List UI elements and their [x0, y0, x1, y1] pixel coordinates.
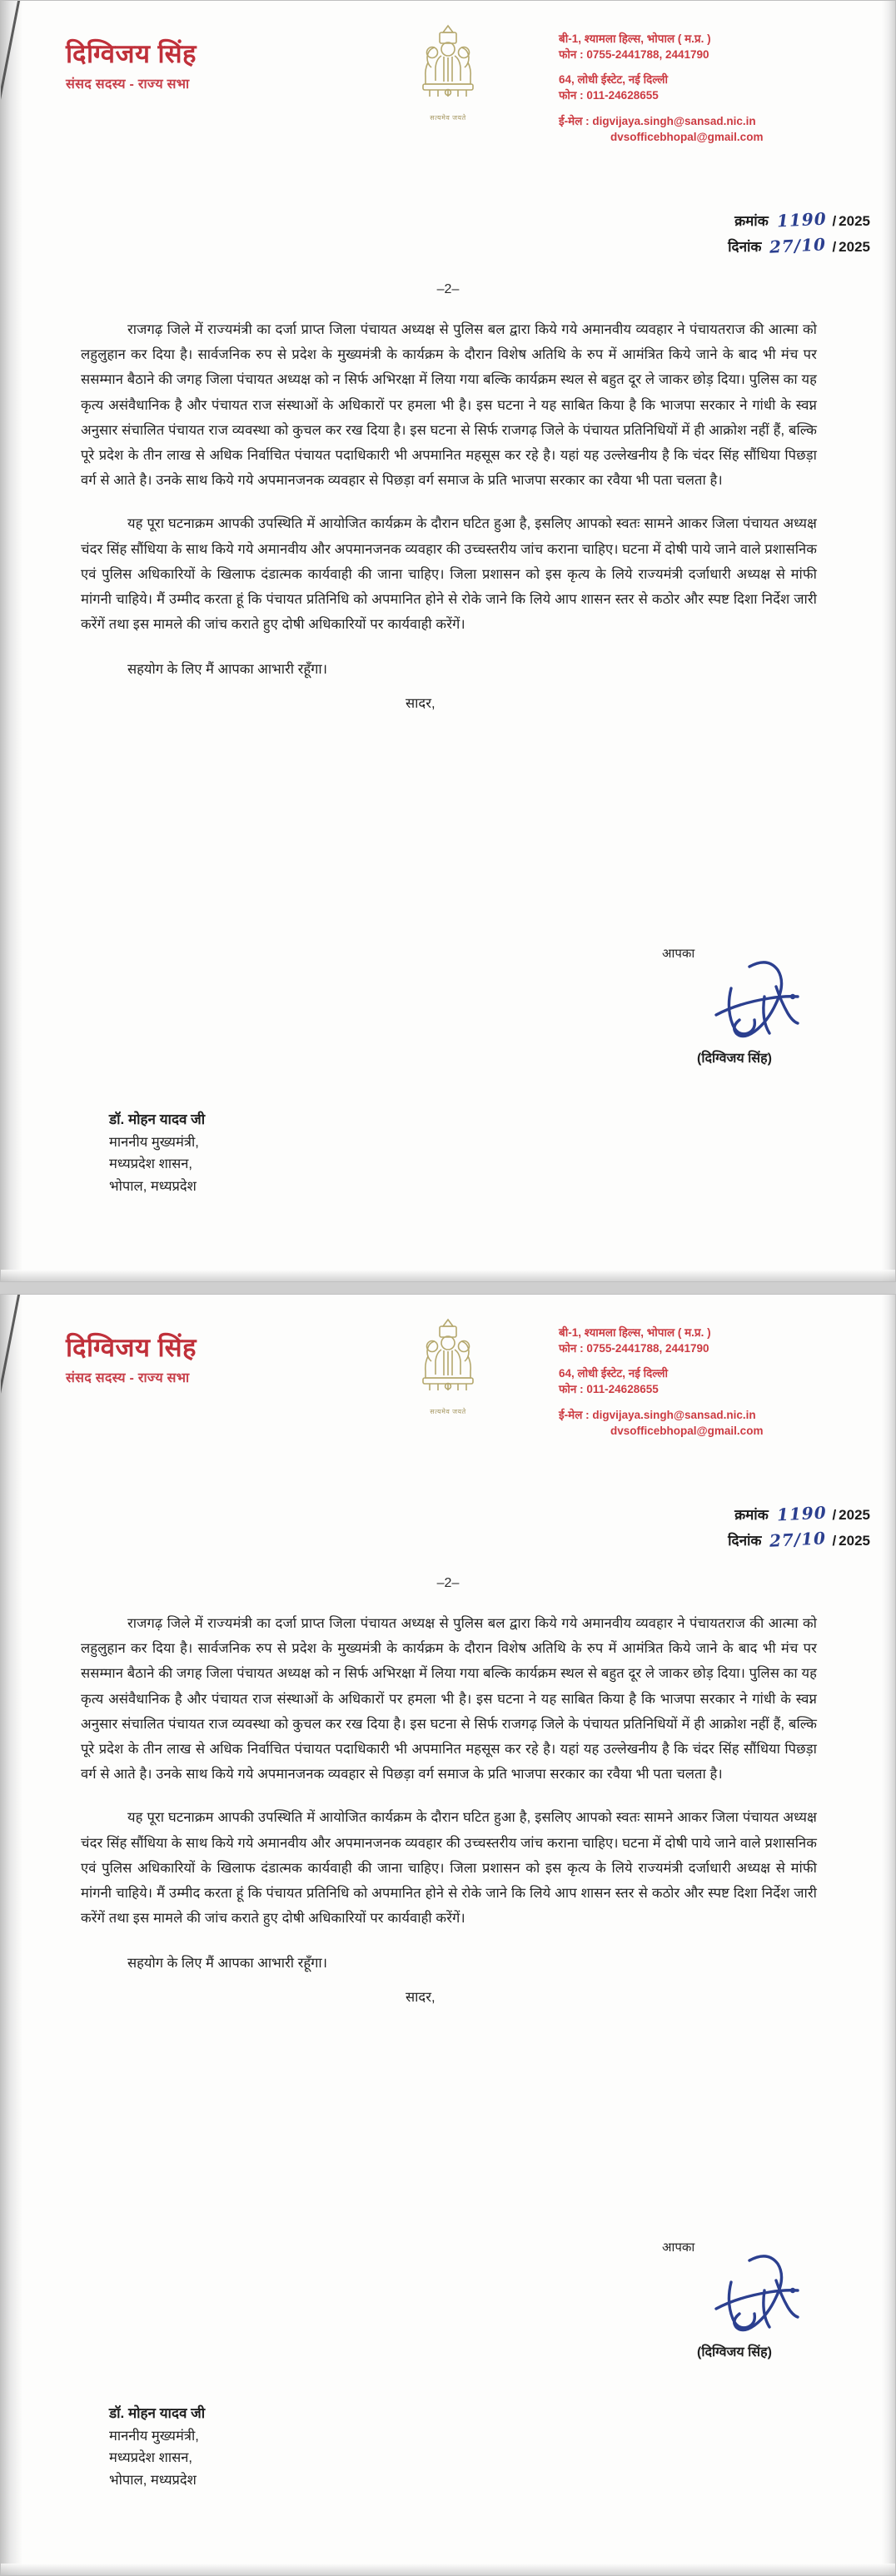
reference-number-value: 1190 — [776, 208, 827, 231]
reference-slash-1: / — [832, 213, 837, 229]
scan-shadow-right — [882, 1295, 895, 2575]
delhi-address-group — [559, 72, 875, 103]
india-state-emblem-icon — [408, 19, 488, 122]
body-thanks-line: सहयोग के लिए मैं आपका आभारी रहूँगा। — [127, 662, 327, 678]
delhi-phone-line: फोन : 011-24628655 — [559, 1383, 659, 1396]
bhopal-phone-line: फोन : 0755-2441788, 2441790 — [559, 48, 709, 62]
reference-number-row — [728, 1501, 870, 1527]
reference-date-value: 27/10 — [769, 1528, 827, 1551]
reference-number-year: 2025 — [839, 213, 870, 229]
letterhead-subtitle: संसद सदस्य - राज्य सभा — [66, 77, 190, 92]
email-group — [559, 113, 875, 145]
addressee-name: डॉ. मोहन यादव जी — [109, 1111, 206, 1127]
letterhead-address — [559, 31, 875, 145]
addressee-location: भोपाल, मध्यप्रदेश — [109, 2472, 197, 2488]
reference-date-year: 2025 — [839, 1533, 870, 1549]
addressee-designation: माननीय मुख्यमंत्री, — [109, 1134, 199, 1150]
page-marker: –2– — [436, 282, 460, 296]
addressee-name: डॉ. मोहन यादव जी — [109, 2405, 206, 2421]
signer-name: (दिग्विजय सिंह) — [697, 2345, 772, 2360]
emblem-motto: सत्यमेव जयते — [430, 1408, 466, 1415]
letterhead-name: दिग्विजय सिंह — [66, 39, 197, 68]
addressee-location: भोपाल, मध्यप्रदेश — [109, 1178, 197, 1194]
letter-page-copy-2 — [0, 1294, 896, 2576]
email-primary: digvijaya.singh@sansad.nic.in — [592, 1408, 756, 1421]
letter-body — [81, 317, 817, 712]
paper-surface — [1, 1, 895, 1281]
india-state-emblem-icon — [408, 1313, 488, 1416]
delhi-address-group — [559, 1365, 875, 1397]
reference-date-row — [728, 233, 870, 259]
email-group — [559, 1407, 875, 1439]
signature-block — [639, 2239, 830, 2360]
email-label: ई-मेल : — [559, 1408, 593, 1421]
reference-block — [728, 207, 870, 259]
reference-slash-2: / — [832, 1533, 837, 1549]
letter-body — [81, 1611, 817, 2006]
signature-yours-label: आपका — [662, 2240, 695, 2255]
paper-surface — [1, 1295, 895, 2575]
addressee-designation: माननीय मुख्यमंत्री, — [109, 2428, 199, 2444]
body-thanks-line: सहयोग के लिए मैं आपका आभारी रहूँगा। — [127, 1956, 327, 1972]
page-separator — [0, 1282, 896, 1294]
bhopal-phone-line: फोन : 0755-2441788, 2441790 — [559, 1342, 709, 1355]
page-marker: –2– — [436, 1576, 460, 1590]
letterhead-identity — [66, 1335, 197, 1386]
bhopal-address-group — [559, 1325, 875, 1356]
scan-shadow-left — [1, 1, 22, 1281]
addressee-block — [109, 1108, 205, 1198]
letterhead — [1, 1, 895, 186]
email-primary-line — [559, 1407, 875, 1423]
body-paragraph-1: राजगढ़ जिले में राज्यमंत्री का दर्जा प्राप्त जिला पंचायत अध्यक्ष से पुलिस बल द्वारा किये गये अमानवीय व्यवहार ने पंचायतराज की आत्मा को लहुलुहान कर दिया है। सार्वजनिक रुप से प्रदेश के मुख्यमंत्री के कार्यक्रम के दौरान विशेष अतिथि के रुप में आमंत्रित किये जाने के बाद भी मंच पर ससम्मान बैठाने की जगह जिला पंचायत अध्यक्ष को न सिर्फ अभिरक्षा में लिया गया बल्कि कार्यक्रम स्थल से बहुत दूर ले जाकर छोड़ दिया। पुलिस का यह कृत्य असंवैधानिक है और पंचायत राज संस्थाओं के अधिकारों पर हमला भी है। इस घटना ने यह साबित किया है कि भाजपा सरकार ने गांधी के स्वप्न अनुसार संचालित पंचायत राज व्यवस्था को कुचल कर रख दिया है। इस घटना से सिर्फ राजगढ़ जिले के पंचायत प्रतिनिधियों में ही आक्रोश नहीं हैं, बल्कि पूरे प्रदेश के तीन लाख से अधिक निर्वाचित पंचायत पदाधिकारी भी अपमानित महसूस कर रहे है। यहां यह उल्लेखनीय है कि चंदर सिंह सौंधिया पिछड़ा वर्ग से आते है। उनके साथ किये गये अपमानजनक व्यवहार से पिछड़ा वर्ग समाज के प्रति भाजपा सरकार का रवैया भी पता चलता है। — [81, 1616, 817, 1783]
delhi-address-line: 64, लोधी ईस्टेट, नई दिल्ली — [559, 1367, 668, 1380]
handwritten-signature-icon — [651, 2247, 818, 2347]
body-paragraph-1: राजगढ़ जिले में राज्यमंत्री का दर्जा प्राप्त जिला पंचायत अध्यक्ष से पुलिस बल द्वारा किये गये अमानवीय व्यवहार ने पंचायतराज की आत्मा को लहुलुहान कर दिया है। सार्वजनिक रुप से प्रदेश के मुख्यमंत्री के कार्यक्रम के दौरान विशेष अतिथि के रुप में आमंत्रित किये जाने के बाद भी मंच पर ससम्मान बैठाने की जगह जिला पंचायत अध्यक्ष को न सिर्फ अभिरक्षा में लिया गया बल्कि कार्यक्रम स्थल से बहुत दूर ले जाकर छोड़ दिया। पुलिस का यह कृत्य असंवैधानिक है और पंचायत राज संस्थाओं के अधिकारों पर हमला भी है। इस घटना ने यह साबित किया है कि भाजपा सरकार ने गांधी के स्वप्न अनुसार संचालित पंचायत राज व्यवस्था को कुचल कर रख दिया है। इस घटना से सिर्फ राजगढ़ जिले के पंचायत प्रतिनिधियों में ही आक्रोश नहीं हैं, बल्कि पूरे प्रदेश के तीन लाख से अधिक निर्वाचित पंचायत पदाधिकारी भी अपमानित महसूस कर रहे है। यहां यह उल्लेखनीय है कि चंदर सिंह सौंधिया पिछड़ा वर्ग से आते है। उनके साथ किये गये अपमानजनक व्यवहार से पिछड़ा वर्ग समाज के प्रति भाजपा सरकार का रवैया भी पता चलता है। — [81, 322, 817, 489]
scan-shadow-left — [1, 1295, 22, 2575]
body-paragraph-2: यह पूरा घटनाक्रम आपकी उपस्थिति में आयोजित कार्यक्रम के दौरान घटित हुआ है, इसलिए आपको स्वतः सामने आकर जिला पंचायत अध्यक्ष चंदर सिंह सौंधिया के साथ किये गये अमानवीय और अपमानजनक व्यवहार की उच्चस्तरीय जांच कराना चाहिए। घटना में दोषी पाये जाने वाले प्रशासनिक एवं पुलिस अधिकारियों के खिलाफ दंडात्मक कार्यवाही की जाना चाहिए। जिला प्रशासन को इस कृत्य के लिये राज्यमंत्री दर्जाधारी अध्यक्ष से मांफी मांगनी चाहिये। मैं उम्मीद करता हूं कि पंचायत प्रतिनिधि को अपमानित होने से रोके जाने कि लिये आप शासन स्तर से कठोर और स्पष्ट दिशा निर्देश जारी करेंगें तथा इस मामले की जांच कराते हुए दोषी अधिकारियों पर कार्यवाही करेंगें। — [81, 516, 817, 633]
email-label: ई-मेल : — [559, 114, 593, 127]
email-primary-line — [559, 113, 875, 129]
signer-name: (दिग्विजय सिंह) — [697, 1052, 772, 1066]
body-closing: सादर, — [406, 1990, 436, 2006]
letterhead — [1, 1295, 895, 1479]
reference-slash-2: / — [832, 239, 837, 255]
reference-number-year: 2025 — [839, 1507, 870, 1523]
delhi-phone-line: फोन : 011-24628655 — [559, 89, 659, 102]
reference-number-label: क्रमांक — [734, 1507, 769, 1523]
scan-shadow-bottom — [1, 1270, 895, 1281]
bhopal-address-group — [559, 31, 875, 62]
letterhead-name: दिग्विजय सिंह — [66, 1333, 197, 1362]
email-primary: digvijaya.singh@sansad.nic.in — [592, 114, 756, 127]
signature-yours-label: आपका — [662, 947, 695, 961]
bhopal-address-line: बी-1, श्यामला हिल्स, भोपाल ( म.प्र. ) — [559, 1326, 711, 1339]
scan-shadow-bottom — [1, 2564, 895, 2575]
addressee-block — [109, 2402, 205, 2492]
scan-shadow-right — [882, 1, 895, 1281]
addressee-organisation: मध्यप्रदेश शासन, — [109, 2450, 192, 2466]
reference-date-value: 27/10 — [769, 234, 827, 257]
bhopal-address-line: बी-1, श्यामला हिल्स, भोपाल ( म.प्र. ) — [559, 32, 711, 45]
letter-page-copy-1 — [0, 0, 896, 1282]
delhi-address-line: 64, लोधी ईस्टेट, नई दिल्ली — [559, 73, 668, 87]
letterhead-identity — [66, 41, 197, 92]
addressee-organisation: मध्यप्रदेश शासन, — [109, 1156, 192, 1172]
reference-block — [728, 1501, 870, 1553]
reference-number-label: क्रमांक — [734, 213, 769, 229]
reference-date-row — [728, 1527, 870, 1553]
email-secondary: dvsofficebhopal@gmail.com — [610, 130, 764, 143]
handwritten-signature-icon — [651, 953, 818, 1053]
email-secondary: dvsofficebhopal@gmail.com — [610, 1424, 764, 1437]
body-closing: सादर, — [406, 696, 436, 712]
emblem-motto: सत्यमेव जयते — [430, 114, 466, 122]
reference-date-year: 2025 — [839, 239, 870, 255]
reference-number-row — [728, 207, 870, 233]
reference-date-label: दिनांक — [728, 1533, 762, 1549]
reference-number-value: 1190 — [776, 1502, 827, 1525]
reference-date-label: दिनांक — [728, 239, 762, 255]
reference-slash-1: / — [832, 1507, 837, 1523]
letterhead-subtitle: संसद सदस्य - राज्य सभा — [66, 1370, 190, 1385]
body-paragraph-2: यह पूरा घटनाक्रम आपकी उपस्थिति में आयोजित कार्यक्रम के दौरान घटित हुआ है, इसलिए आपको स्वतः सामने आकर जिला पंचायत अध्यक्ष चंदर सिंह सौंधिया के साथ किये गये अमानवीय और अपमानजनक व्यवहार की उच्चस्तरीय जांच कराना चाहिए। घटना में दोषी पाये जाने वाले प्रशासनिक एवं पुलिस अधिकारियों के खिलाफ दंडात्मक कार्यवाही की जाना चाहिए। जिला प्रशासन को इस कृत्य के लिये राज्यमंत्री दर्जाधारी अध्यक्ष से मांफी मांगनी चाहिये। मैं उम्मीद करता हूं कि पंचायत प्रतिनिधि को अपमानित होने से रोके जाने कि लिये आप शासन स्तर से कठोर और स्पष्ट दिशा निर्देश जारी करेंगें तथा इस मामले की जांच कराते हुए दोषी अधिकारियों पर कार्यवाही करेंगें। — [81, 1810, 817, 1927]
signature-block — [639, 945, 830, 1067]
letterhead-address — [559, 1325, 875, 1439]
